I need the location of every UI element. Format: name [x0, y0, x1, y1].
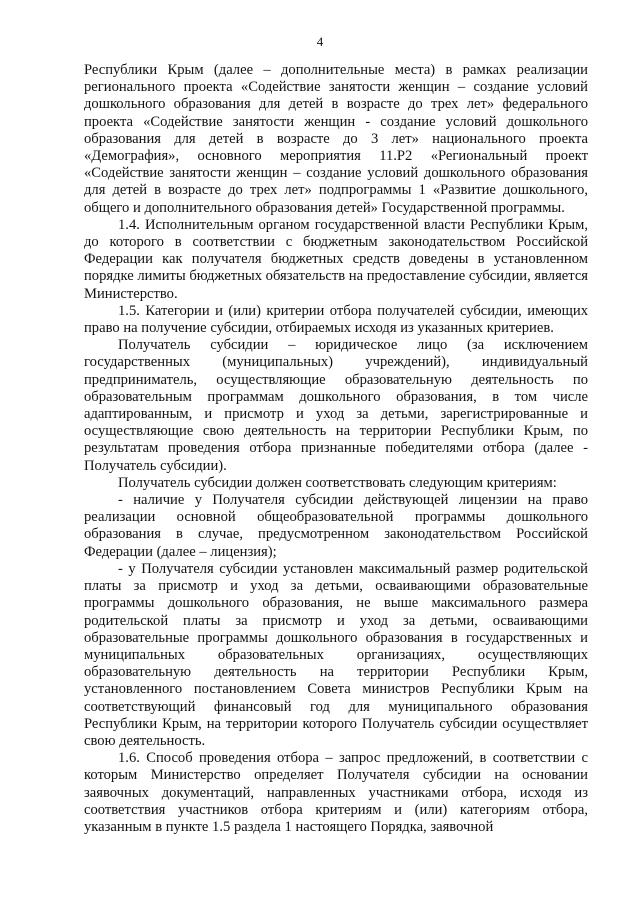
paragraph-recipient-definition: Получатель субсидии – юридическое лицо (за исключением государственных (муниципальных) учреждений), индивидуальный предприниматель, осуществляющие образовательную деятельность по образовательным программам дошкольного образования, в том числе адаптированным, и присмотр и уход за детьми, зарегистрированные и осуществляющие свою деятельность на территории Республики Крым, по результатам проведения отбора признанные победителями отбора (далее - Получатель субсидии). [84, 337, 588, 474]
paragraph-1-6: 1.6. Способ проведения отбора – запрос предложений, в соответствии с которым Министерство определяет Получателя субсидии на основании заявочных документаций, направленных участниками отбора, исходя из соответствия участников отбора критериям и (или) категориям отбора, указанным в пункте 1.5 раздела 1 настоящего Порядка, заявочной [84, 750, 588, 835]
paragraph-criteria-intro: Получатель субсидии должен соответствовать следующим критериям: [118, 474, 557, 491]
page-number: 4 [316, 34, 324, 49]
paragraph-criterion-fee: - у Получателя субсидии установлен максимальный размер родительской платы за присмотр и уход за детьми, осваивающими образовательные программы дошкольного образования, не выше максимального размера родительской платы за присмотр и уход за детьми, осваивающими образовательные программы дошкольного образования в государственных и муниципальных образовательных организациях, осуществляющих образовательную деятельность на территории Республики Крым, установленного постановлением Совета министров Республики Крым на соответствующий финансовый год для муниципального образования Республики Крым, на территории которого Получатель субсидии осуществляет свою деятельность. [84, 560, 588, 749]
paragraph-1-4: 1.4. Исполнительным органом государственной власти Республики Крым, до которого в соответствии с бюджетным законодательством Российской Федерации как получателя бюджетных средств доведены в установленном порядке лимиты бюджетных обязательств на предоставление субсидии, является Министерство. [84, 216, 589, 302]
paragraph-1-5: 1.5. Категории и (или) критерии отбора получателей субсидии, имеющих право на получение субсидии, отбираемых исходя из указанных критериев. [84, 302, 588, 337]
document-body [84, 62, 588, 836]
paragraph-continuation: Республики Крым (далее – дополнительные места) в рамках реализации регионального проекта «Содействие занятости женщин – создание условий дошкольного образования для детей в возрасте до трех лет» федерального проекта «Содействие занятости женщин - создание условий дошкольного образования для детей в возрасте до 3 лет» национального проекта «Демография», основного мероприятия 11.Р2 «Региональный проект «Содействие занятости женщин – создание условий дошкольного образования для детей в возрасте до трех лет» подпрограммы 1 «Развитие дошкольного, общего и дополнительного образования детей» Государственной программы. [84, 62, 588, 216]
paragraph-criterion-license: - наличие у Получателя субсидии действующей лицензии на право реализации основной общеобразовательной программы дошкольного образования в случае, предусмотренном законодательством Российской Федерации (далее – лицензия); [84, 492, 588, 560]
